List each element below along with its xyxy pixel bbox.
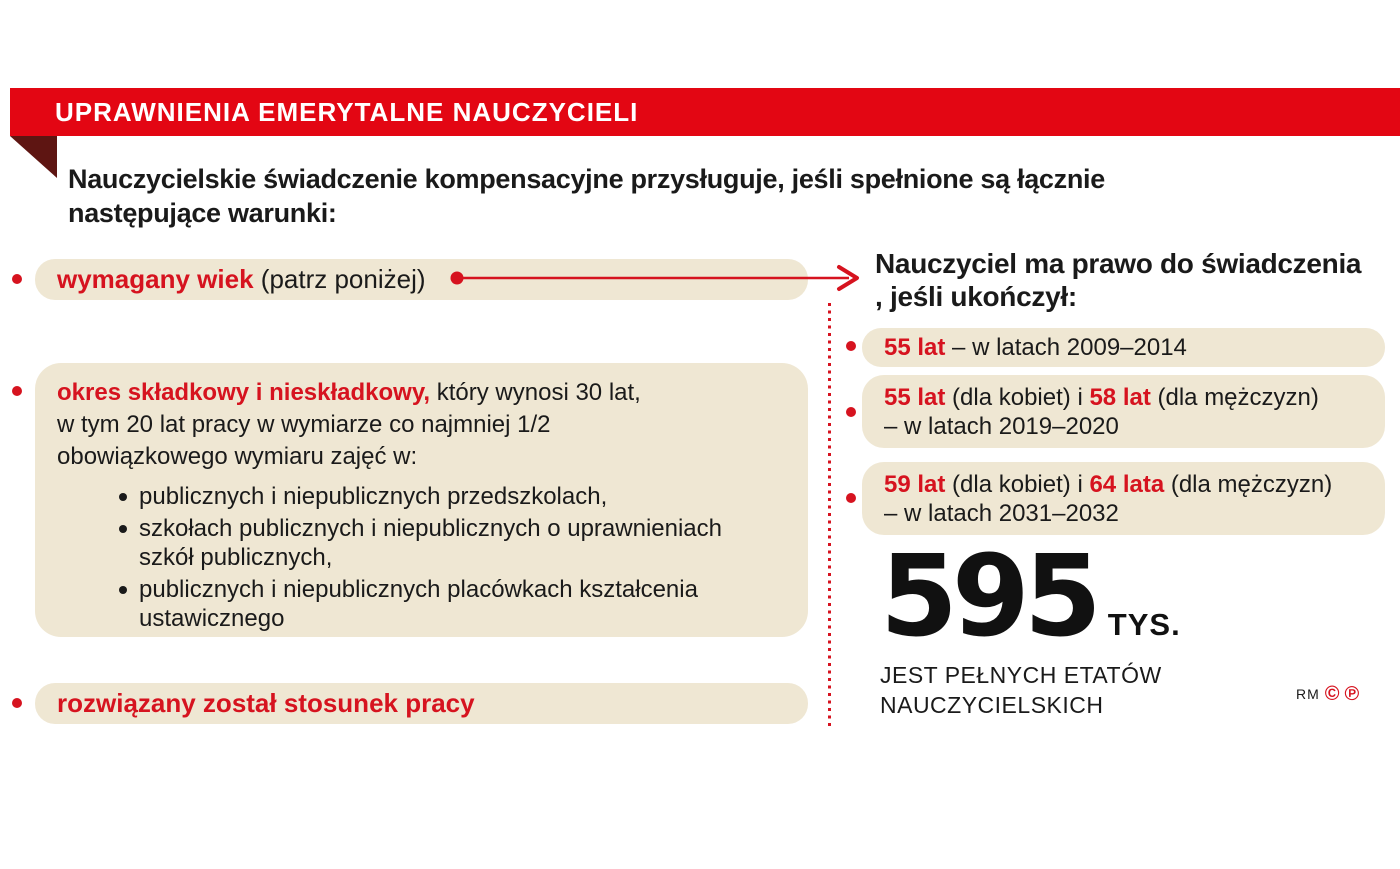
age-rule-box [862, 462, 1385, 535]
header-ribbon [10, 88, 1400, 136]
institution-list-item: szkołach publicznych i niepublicznych o uprawnieniach szkół publicznych, [119, 514, 779, 572]
page-title: UPRAWNIENIA EMERYTALNE NAUCZYCIELI [55, 97, 639, 127]
age-value: 55 lat [884, 384, 946, 411]
condition-box-contribution-period [35, 363, 808, 637]
statistic-caption-line-1: JEST PEŁNYCH ETATÓW [880, 661, 1162, 688]
intro-text [68, 162, 1248, 230]
intro-line-1: Nauczycielskie świadczenie kompensacyjne przysługuje, jeśli spełnione są łącznie [68, 164, 1105, 194]
credit-initials: RM [1296, 686, 1320, 702]
condition-text: który wynosi 30 lat, [436, 379, 641, 406]
age-rule-text: (dla mężczyzn) [1157, 384, 1319, 411]
age-rule-years: – w latach 2019–2020 [884, 413, 1119, 440]
red-bullet-icon [846, 493, 856, 503]
age-rule-box [862, 328, 1385, 367]
entitlement-heading [875, 247, 1395, 313]
condition-line: w tym 20 lat pracy w wymiarze co najmniej 1/2 [57, 411, 551, 438]
condition-box-employment-terminated [35, 683, 808, 724]
condition-note: (patrz poniżej) [260, 264, 426, 294]
red-bullet-icon [12, 698, 22, 708]
institution-list [57, 482, 786, 633]
red-bullet-icon [846, 341, 856, 351]
statistic-row [880, 532, 1181, 662]
age-rule-line [884, 383, 1385, 412]
condition-highlight: wymagany wiek [57, 264, 254, 294]
statistic-value: 595 [880, 532, 1096, 662]
statistic-caption [880, 660, 1181, 720]
dotted-divider [828, 303, 831, 726]
connector-arrow-icon [448, 262, 873, 294]
age-rule-line [884, 470, 1385, 499]
institution-list-item: publicznych i niepublicznych placówkach kształcenia ustawicznego [119, 575, 779, 633]
phonogram-icon: ℗ [1344, 683, 1360, 705]
entitlement-heading-line-1: Nauczyciel ma prawo do świadczenia [875, 248, 1362, 279]
red-bullet-icon [12, 274, 22, 284]
age-value: 59 lat [884, 471, 946, 498]
ribbon-fold-icon [10, 136, 57, 178]
age-rule-text: (dla kobiet) i [952, 384, 1083, 411]
credit-mark [1296, 684, 1359, 704]
age-rule-years: – w latach 2031–2032 [884, 500, 1119, 527]
age-rule-box [862, 375, 1385, 448]
copyright-icon: © [1324, 683, 1340, 705]
age-rule-text: – w latach 2009–2014 [952, 334, 1187, 361]
condition-highlight: okres składkowy i nieskładkowy, [57, 379, 431, 406]
statistic-caption-line-2: NAUCZYCIELSKICH [880, 691, 1104, 718]
condition-highlight: rozwiązany został stosunek pracy [57, 688, 475, 718]
institution-list-item: publicznych i niepublicznych przedszkolach, [119, 482, 779, 511]
statistic-block [880, 532, 1181, 720]
age-rule-text: (dla kobiet) i [952, 471, 1083, 498]
age-rule-text: (dla mężczyzn) [1170, 471, 1333, 498]
age-value: 64 lata [1089, 471, 1165, 498]
statistic-unit: TYS. [1107, 607, 1181, 642]
condition-line [57, 377, 786, 409]
red-bullet-icon [12, 386, 22, 396]
condition-line: obowiązkowego wymiaru zajęć w: [57, 443, 418, 470]
intro-line-2: następujące warunki: [68, 198, 337, 228]
age-value: 58 lat [1089, 384, 1151, 411]
red-bullet-icon [846, 407, 856, 417]
entitlement-heading-line-2: , jeśli ukończył: [875, 281, 1077, 312]
age-value: 55 lat [884, 334, 946, 361]
